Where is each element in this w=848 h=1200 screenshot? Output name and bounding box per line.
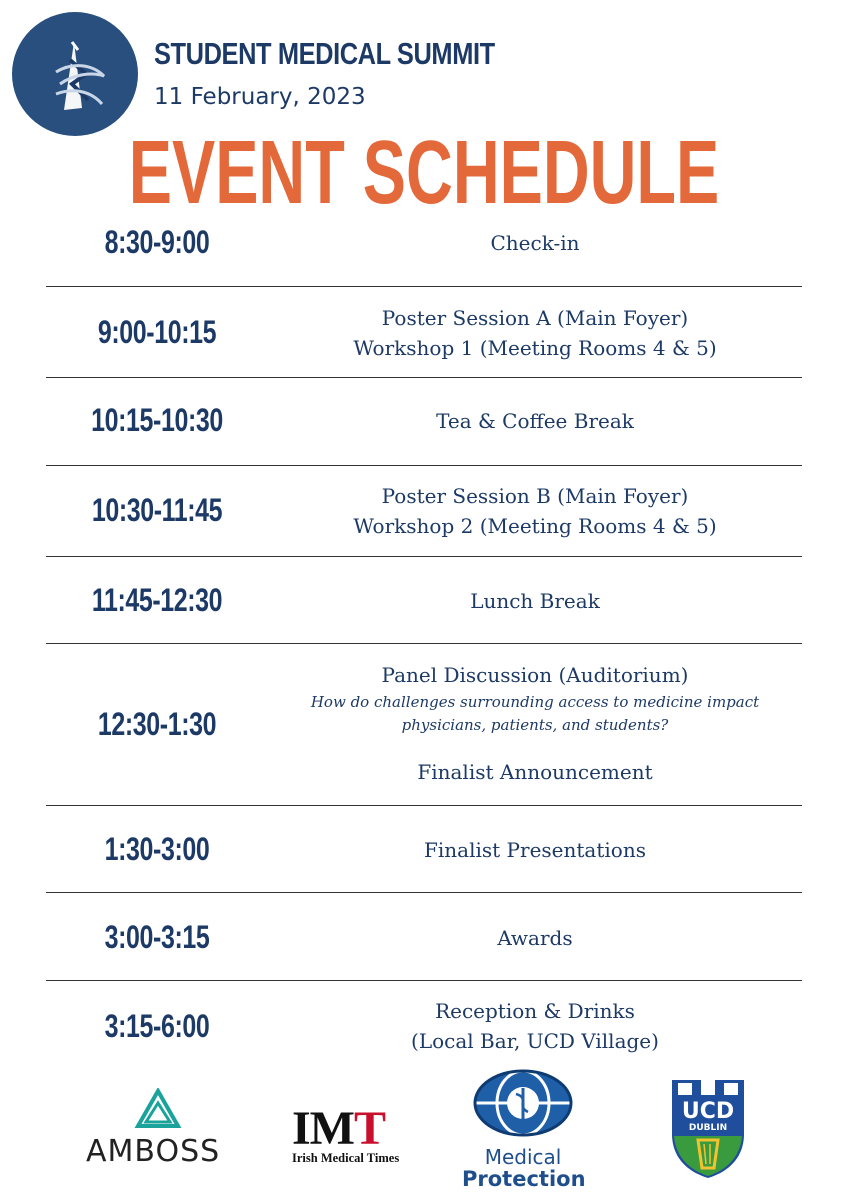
row-divider bbox=[46, 892, 802, 893]
summit-logo bbox=[12, 12, 138, 136]
summit-logo-icon bbox=[12, 12, 138, 136]
row-divider bbox=[46, 980, 802, 981]
schedule-line: Awards bbox=[497, 926, 573, 950]
schedule-time: 9:00-10:15 bbox=[97, 314, 217, 350]
schedule-line: Poster Session B (Main Foyer) bbox=[381, 484, 689, 508]
sponsor-amboss bbox=[86, 1088, 231, 1169]
schedule-line: (Local Bar, UCD Village) bbox=[411, 1029, 659, 1053]
schedule-desc bbox=[270, 835, 800, 865]
schedule-line: Lunch Break bbox=[470, 589, 600, 613]
schedule-line: Check-in bbox=[490, 231, 580, 255]
amboss-triangle-icon bbox=[86, 1088, 231, 1134]
amboss-name: AMBOSS bbox=[86, 1134, 221, 1169]
imt-caption: Irish Medical Times bbox=[292, 1151, 400, 1165]
imt-logo-letters bbox=[292, 1102, 410, 1155]
ucd-dublin: DUBLIN bbox=[688, 1123, 728, 1133]
schedule-line: Tea & Coffee Break bbox=[436, 409, 634, 433]
schedule-desc bbox=[270, 586, 800, 616]
row-divider bbox=[46, 556, 802, 557]
schedule-time: 10:30-11:45 bbox=[91, 492, 223, 528]
schedule-line: Reception & Drinks bbox=[435, 999, 635, 1023]
schedule-time: 8:30-9:00 bbox=[104, 224, 210, 260]
panel-question-line: How do challenges surrounding access to medicine impact bbox=[310, 693, 760, 711]
schedule-desc bbox=[270, 406, 800, 436]
schedule-line: Workshop 1 (Meeting Rooms 4 & 5) bbox=[353, 336, 717, 360]
imt-letters-im: IM bbox=[292, 1102, 354, 1155]
sponsor-ucd bbox=[668, 1076, 748, 1184]
schedule-time: 11:45-12:30 bbox=[91, 582, 223, 618]
schedule-time: 12:30-1:30 bbox=[97, 706, 217, 742]
row-divider bbox=[46, 377, 802, 378]
sponsor-imt bbox=[292, 1102, 410, 1166]
schedule-line: Finalist Announcement bbox=[417, 760, 653, 784]
schedule-desc bbox=[270, 303, 800, 363]
schedule-desc bbox=[270, 996, 800, 1056]
schedule-desc bbox=[270, 228, 800, 258]
panel-question-line: physicians, patients, and students? bbox=[401, 716, 669, 734]
row-divider bbox=[46, 465, 802, 466]
panel-title: Panel Discussion (Auditorium) bbox=[381, 663, 689, 687]
schedule-time: 3:15-6:00 bbox=[104, 1008, 210, 1044]
sponsor-medical-protection bbox=[462, 1068, 584, 1190]
schedule-desc bbox=[270, 923, 800, 953]
row-divider bbox=[46, 805, 802, 806]
schedule-desc bbox=[270, 481, 800, 541]
ucd-crest-icon bbox=[668, 1076, 748, 1180]
schedule-time: 1:30-3:00 bbox=[104, 831, 210, 867]
mp-line2: Protection bbox=[462, 1167, 586, 1191]
imt-letter-t: T bbox=[353, 1102, 385, 1155]
schedule-desc bbox=[270, 660, 800, 787]
ucd-letters: UCD bbox=[681, 1099, 735, 1124]
mp-line1: Medical bbox=[484, 1145, 562, 1169]
row-divider bbox=[46, 643, 802, 644]
page-title: EVENT SCHEDULE bbox=[128, 123, 720, 223]
row-divider bbox=[46, 286, 802, 287]
globe-caduceus-icon bbox=[462, 1068, 584, 1138]
summit-title: STUDENT MEDICAL SUMMIT bbox=[154, 36, 495, 71]
schedule-line: Workshop 2 (Meeting Rooms 4 & 5) bbox=[353, 514, 717, 538]
summit-date: 11 February, 2023 bbox=[154, 84, 366, 110]
schedule-time: 10:15-10:30 bbox=[91, 402, 223, 438]
schedule-time: 3:00-3:15 bbox=[104, 919, 210, 955]
schedule-line: Poster Session A (Main Foyer) bbox=[381, 306, 689, 330]
schedule-line: Finalist Presentations bbox=[424, 838, 646, 862]
